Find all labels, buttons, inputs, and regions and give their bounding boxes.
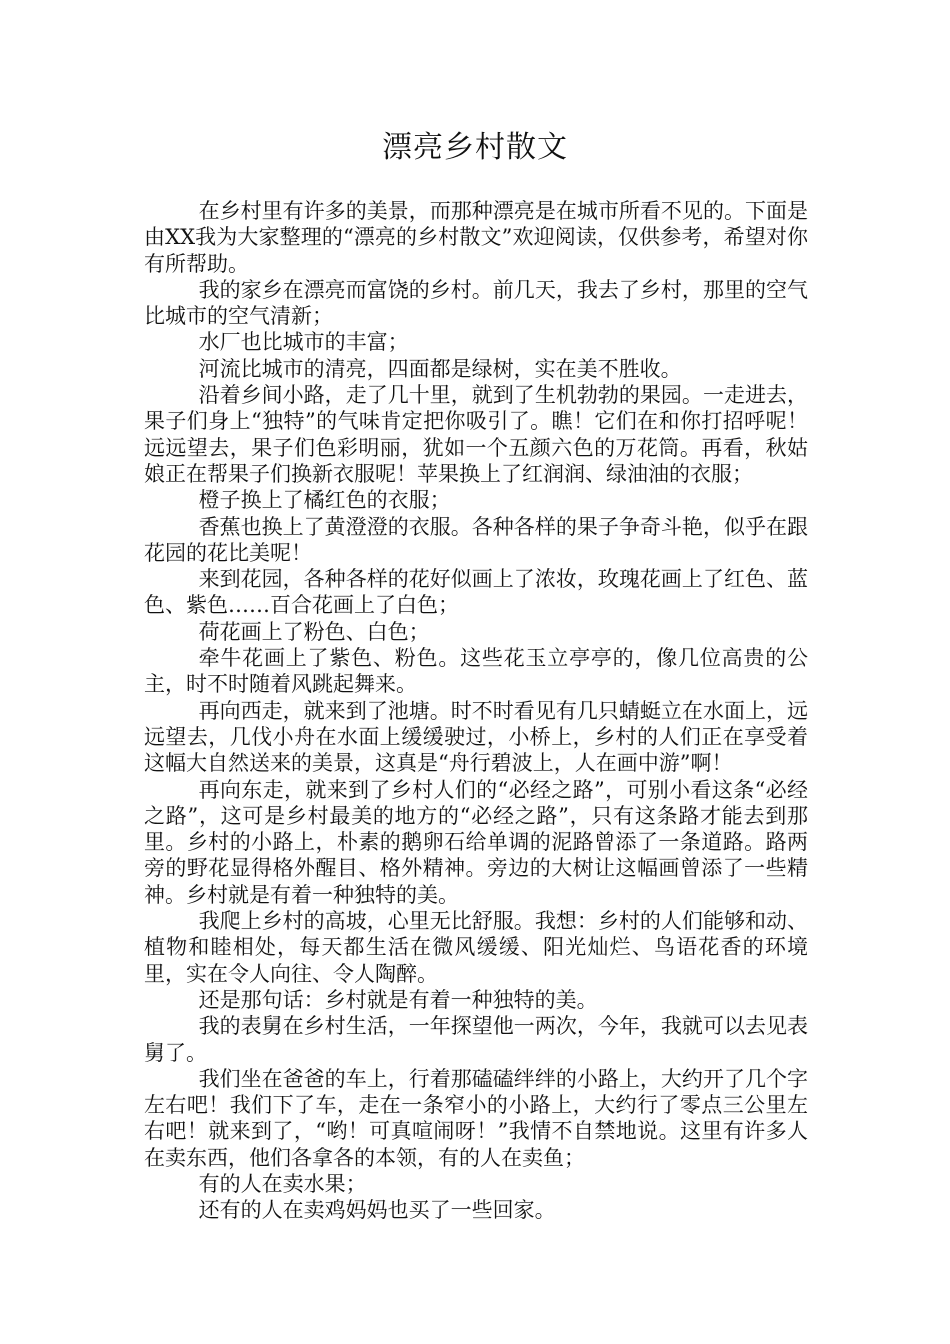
paragraph: 沿着乡间小路，走了几十里，就到了生机勃勃的果园。一走进去，果子们身上“独特”的气味肯定把你吸引了。瞧！它们在和你打招呼呢！远远望去，果子们色彩明丽，犹如一个五颜六色的万花筒。再看，秋姑娘正在帮果子们换新衣服呢！苹果换上了红润润、绿油油的衣服； xyxy=(144,383,808,486)
paragraph: 我的表舅在乡村生活，一年探望他一两次，今年，我就可以去见表舅了。 xyxy=(144,1014,808,1065)
paragraph: 还有的人在卖鸡妈妈也买了一些回家。 xyxy=(198,1198,556,1223)
document-title: 漂亮乡村散文 xyxy=(382,130,568,165)
paragraph: 牵牛花画上了紫色、粉色。这些花玉立亭亭的，像几位高贵的公主，时不时随着风跳起舞来。 xyxy=(144,646,808,697)
paragraph: 橙子换上了橘红色的衣服； xyxy=(198,488,451,513)
document-body xyxy=(144,198,808,1224)
paragraph: 香蕉也换上了黄澄澄的衣服。各种各样的果子争奇斗艳，似乎在跟花园的花比美呢！ xyxy=(144,514,808,565)
paragraph: 来到花园，各种各样的花好似画上了浓妆，玫瑰花画上了红色、蓝色、紫色……百合花画上了白色； xyxy=(144,567,808,618)
paragraph: 还是那句话：乡村就是有着一种独特的美。 xyxy=(198,987,598,1012)
paragraph: 有的人在卖水果； xyxy=(198,1171,367,1196)
paragraph: 再向东走，就来到了乡村人们的“必经之路”，可别小看这条“必经之路”，这可是乡村最美的地方的“必经之路”，只有这条路才能去到那里。乡村的小路上，朴素的鹅卵石给单调的泥路曾添了一条道路。路两旁的野花显得格外醒目、格外精神。旁边的大树让这幅画曾添了一些精神。乡村就是有着一种独特的美。 xyxy=(144,777,808,907)
paragraph: 我的家乡在漂亮而富饶的乡村。前几天，我去了乡村，那里的空气比城市的空气清新； xyxy=(144,277,808,329)
paragraph: 再向西走，就来到了池塘。时不时看见有几只蜻蜓立在水面上，远远望去，几伐小舟在水面上缓缓驶过，小桥上，乡村的人们正在享受着这幅大自然送来的美景，这真是“舟行碧波上，人在画中游”啊！ xyxy=(144,698,808,776)
paragraph: 荷花画上了粉色、白色； xyxy=(198,619,430,644)
paragraph: 水厂也比城市的丰富； xyxy=(198,330,409,355)
paragraph: 在乡村里有许多的美景，而那种漂亮是在城市所看不见的。下面是由XX我为大家整理的“漂亮的乡村散文”欢迎阅读，仅供参考，希望对你有所帮助。 xyxy=(144,199,808,276)
paragraph: 我爬上乡村的高坡，心里无比舒服。我想：乡村的人们能够和动、植物和睦相处，每天都生活在微风缓缓、阳光灿烂、鸟语花香的环境里，实在令人向往、令人陶醉。 xyxy=(144,909,808,986)
paragraph: 河流比城市的清亮，四面都是绿树，实在美不胜收。 xyxy=(198,356,682,381)
paragraph: 我们坐在爸爸的车上，行着那磕磕绊绊的小路上，大约开了几个字左右吧！我们下了车，走在一条窄小的小路上，大约行了零点三公里左右吧！就来到了，“哟！可真喧闹呀！”我情不自禁地说。这里有许多人在卖东西，他们各拿各的本领，有的人在卖鱼； xyxy=(144,1066,808,1170)
